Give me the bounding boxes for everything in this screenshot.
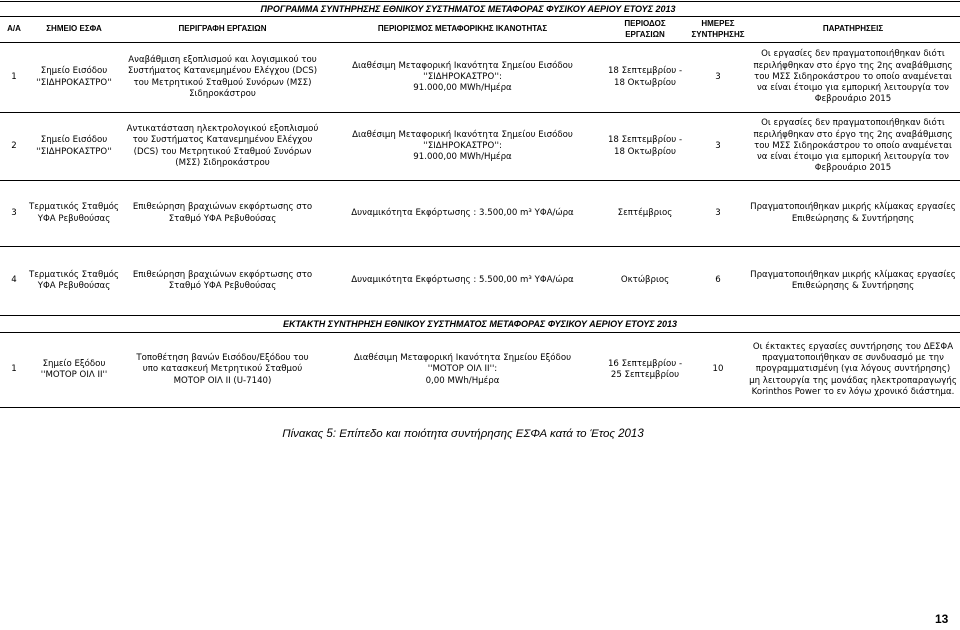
header-point: ΣΗΜΕΙΟ ΕΣΦΑ [46,24,102,34]
cell-point: Σημείο Εισόδου ''ΣΙΔΗΡΟΚΑΣΤΡΟ'' [36,66,112,88]
header-remarks: ΠΑΡΑΤΗΡΗΣΕΙΣ [822,24,884,34]
cell-period: Σεπτέμβριος [617,207,673,218]
page-number: 13 [935,612,949,626]
cell-point: Σημείο Εισόδου ''ΣΙΔΗΡΟΚΑΣΤΡΟ'' [36,135,112,157]
cell-index: 1 [11,364,17,375]
table-header-row [0,17,960,43]
cell-restriction: Δυναμικότητα Εκφόρτωσης : 5.500,00 m³ ΥΦΑ/ώρα [351,275,574,286]
cell-description: Αντικατάσταση ηλεκτρολογικού εξοπλισμού του Συστήματος Κατανεμημένου Ελέγχου (DCS) του Μετρητικού Σταθμού Συνόρων (ΜΣΣ) Σιδηροκάστρου [126,123,319,168]
cell-index: 3 [11,207,17,218]
cell-description: Επιθεώρηση βραχιώνων εκφόρτωσης στο Σταθμό ΥΦΑ Ρεβυθούσας [132,269,313,291]
cell-remarks: Πραγματοποιήθηκαν μικρής κλίμακας εργασίες Επιθεώρησης & Συντήρησης [750,202,956,224]
cell-period: 18 Σεπτεμβρίου - 18 Οκτωβρίου [607,66,683,88]
table-row [0,247,960,316]
header-index: Α/Α [7,24,21,34]
table-caption: Πίνακας 5: Επίπεδο και ποιότητα συντήρησης ΕΣΦΑ κατά το Έτος 2013 [282,428,644,440]
cell-period: Οκτώβριος [620,275,670,286]
header-days: ΗΜΕΡΕΣ ΣΥΝΤΗΡΗΣΗΣ [691,19,745,39]
cell-restriction: Διαθέσιμη Μεταφορική Ικανότητα Σημείου Εξόδου ''ΜΟΤΟΡ ΟΙΛ ΙΙ'': 0,00 MWh/Ημέρα [353,353,572,386]
table-row [0,181,960,247]
cell-days: 3 [715,207,721,218]
cell-remarks: Οι εργασίες δεν πραγματοποιήθηκαν διότι περιλήφθηκαν στο έργο της 2ης αναβάθμισης του ΜΣΣ Σιδηροκάστρου το οποίο αναμένεται να είναι έτοιμο για εμπορική λειτουργία τον Φεβρουάριο 2015 [753,118,953,174]
cell-restriction: Διαθέσιμη Μεταφορική Ικανότητα Σημείου Εισόδου ''ΣΙΔΗΡΟΚΑΣΤΡΟ'': 91.000,00 MWh/Ημέρα [352,60,573,94]
cell-restriction: Διαθέσιμη Μεταφορική Ικανότητα Σημείου Εισόδου ''ΣΙΔΗΡΟΚΑΣΤΡΟ'': 91.000,00 MWh/Ημέρα [352,129,573,163]
table-row [0,43,960,113]
cell-remarks: Οι έκτακτες εργασίες συντήρησης του ΔΕΣΦΑ πραγματοποιήθηκαν σε συνδυασμό με την προγραμματισμένη (για λόγους συντήρησης) μη λειτουργία της μονάδας ηλεκτροπαραγωγής Korinthos Power το εν λόγω χρονικό διάστημα. [749,341,957,397]
cell-days: 3 [715,71,721,82]
table-row [0,333,960,408]
cell-point: Σημείο Εξόδου ''ΜΟΤΟΡ ΟΙΛ ΙΙ'' [40,358,108,380]
header-description: ΠΕΡΙΓΡΑΦΗ ΕΡΓΑΣΙΩΝ [178,24,267,34]
cell-restriction: Δυναμικότητα Εκφόρτωσης : 3.500,00 m³ ΥΦΑ/ώρα [351,207,574,218]
header-restriction: ΠΕΡΙΟΡΙΣΜΟΣ ΜΕΤΑΦΟΡΙΚΗΣ ΙΚΑΝΟΤΗΤΑΣ [377,24,548,34]
cell-description: Τοποθέτηση βανών Εισόδου/Εξόδου του υπο κατασκευή Μετρητικού Σταθμού ΜΟΤΟΡ ΟΙΛ ΙΙ (U-7140) [136,353,309,386]
cell-description: Επιθεώρηση βραχιώνων εκφόρτωσης στο Σταθμό ΥΦΑ Ρεβυθούσας [132,202,313,224]
cell-remarks: Πραγματοποιήθηκαν μικρής κλίμακας εργασίες Επιθεώρησης & Συντήρησης [750,269,956,291]
scheduled-maintenance-title: ΠΡΟΓΡΑΜΜΑ ΣΥΝΤΗΡΗΣΗΣ ΕΘΝΙΚΟΥ ΣΥΣΤΗΜΑΤΟΣ ΜΕΤΑΦΟΡΑΣ ΦΥΣΙΚΟΥ ΑΕΡΙΟΥ ΕΤΟΥΣ 2013 [0,1,960,17]
cell-period: 16 Σεπτεμβρίου - 25 Σεπτεμβρίου [607,358,683,380]
cell-days: 6 [715,275,721,286]
cell-index: 1 [11,71,17,82]
cell-point: Τερματικός Σταθμός ΥΦΑ Ρεβυθούσας [29,269,119,291]
cell-days: 3 [715,140,721,151]
cell-index: 2 [11,140,17,151]
table-row [0,113,960,181]
cell-index: 4 [11,275,17,286]
cell-remarks: Οι εργασίες δεν πραγματοποιήθηκαν διότι περιλήφθηκαν στο έργο της 2ης αναβάθμισης του ΜΣΣ Σιδηροκάστρου το οποίο αναμένεται να είναι έτοιμο για εμπορική λειτουργία τον Φεβρουάριο 2015 [753,49,953,105]
cell-description: Αναβάθμιση εξοπλισμού και λογισμικού του Συστήματος Κατανεμημένου Ελέγχου (DCS) του Μετρητικού Σταθμού Συνόρων (ΜΣΣ) Σιδηροκάστρου [127,54,318,99]
emergency-maintenance-title: ΕΚΤΑΚΤΗ ΣΥΝΤΗΡΗΣΗ ΕΘΝΙΚΟΥ ΣΥΣΤΗΜΑΤΟΣ ΜΕΤΑΦΟΡΑΣ ΦΥΣΙΚΟΥ ΑΕΡΙΟΥ ΕΤΟΥΣ 2013 [0,316,960,333]
cell-period: 18 Σεπτεμβρίου - 18 Οκτωβρίου [607,135,683,157]
cell-point: Τερματικός Σταθμός ΥΦΑ Ρεβυθούσας [29,202,119,224]
cell-days: 10 [712,364,724,375]
header-period: ΠΕΡΙΟΔΟΣ ΕΡΓΑΣΙΩΝ [624,19,666,39]
